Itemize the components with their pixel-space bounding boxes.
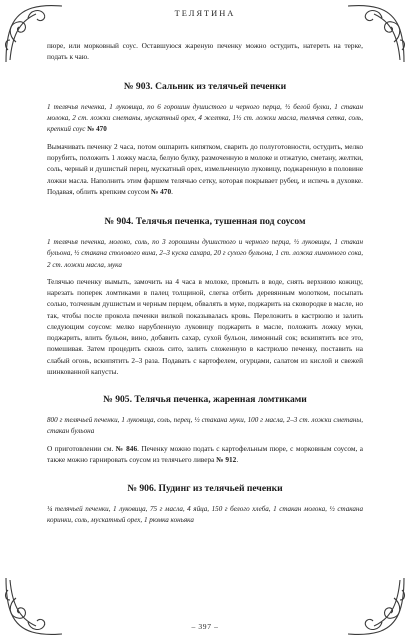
recipe-906-ingredients: ¼ телячьей печенки, 1 луковица, 75 г масла, 4 яйца, 150 г белого хлеба, 1 стакан молока, ½ стакана коринки, соль, мускатный орех, 1 рюмка коньяка: [47, 505, 363, 525]
recipe-905-ref-b: № 912: [216, 454, 237, 464]
recipe-904-ingredients: 1 телячья печенка, молоко, соль, по 3 горошины душистого и черного перца, ½ луковицы, 1 стакан бульона, ½ стакана столового вина, 2–3 куска сахара, 20 г сухого бульона, 1 ст. ложка лимонного сока, 2 ст. ложки масла, мука: [47, 238, 363, 269]
running-head: ТЕЛЯТИНА: [174, 9, 236, 18]
recipe-905-ingredients: 800 г телячьей печенки, 1 луковица, соль, перец, ½ стакана муки, 100 г масла, 2–3 ст. ложки сметаны, стакан бульона: [47, 416, 363, 436]
recipe-905-method: [47, 443, 363, 466]
recipe-903-method-ref: № 470: [151, 187, 172, 197]
intro-paragraph: пюре, или морковный соус. Оставшуюся жареную печенку можно остудить, натереть на терке, подать к чаю.: [47, 41, 363, 62]
recipe-903-method-text: Вымачивать печенку 2 часа, потом ошпарить кипятком, сварить до полуготовности, остудить, мелко порубить, положить 1 ложку масла, белую булку, размоченную в молоке и отжатую, сметану, желтки, соль, черный и душистый перец, мускатный орех, измельченную луковицу, поджаренную в половине ложки масла. Наполнить этим фаршем телячью сетку, которая покрывает рубец, и испечь в духовке. Подавая, облить крепким соусом: [47, 141, 363, 197]
page-number: – 397 –: [191, 622, 219, 631]
page-body: [47, 40, 363, 526]
recipe-903-method-end: .: [171, 187, 173, 197]
recipe-903-title: № 903. Сальник из телячьей печенки: [123, 80, 287, 92]
recipe-904-title: № 904. Телячья печенка, тушенная под соусом: [104, 216, 306, 228]
recipe-905-method-a: О приготовлении см.: [47, 443, 114, 453]
recipe-903-method: [47, 141, 363, 197]
recipe-905-ref-a: № 846: [115, 443, 138, 453]
recipe-905-method-end: .: [236, 454, 239, 464]
recipe-903-ingredients-text: 1 телячья печенка, 1 луковица, по 6 горошин душистого и черного перца, ½ белой булки, 1 стакан молока, 2 ст. ложки сметаны, мускатный орех, 4 желтка, 1½ ст. ложки масла, телячья сетка, соль, крепкий соус: [47, 102, 363, 133]
recipe-904-method: Телячью печенку вымыть, замочить на 4 часа в молоке, промыть в воде, снять верхнюю кожицу, нарезать поперек ломтиками в палец толщиной, слегка отбить деревянным молотком, посыпать солью, толченым душистым и черным перцем, обвалять в муке, поджарить на сковородке в масле, но так, чтобы после прокола печенки вилкой показывалась кровь. Переложить в кастрюлю и залить следующим соусом: мелко нарубленную луковицу поджарить в масле, положить ложку муки, поджарить, влить бульон, вино, добавить сахар, сухой бульон, лимонный сок; вскипятить все это, помешивая. Затем процедить сквозь сито, залить сложенную в кастрюлю печенку, поставить на слабый огонь, вскипятить 2–3 раза. Подавать с картофелем, огурцами, салатом из кислой и свежей шинкованной капусты.: [47, 276, 363, 377]
recipe-905-method-b: . Печенку можно подать с картофельным пюре, с морковным соусом, а также можно гарнировать соусом из телячьего ливера: [47, 443, 363, 464]
recipe-903-ingredients: [47, 102, 363, 135]
recipe-905-title: № 905. Телячья печенка, жаренная ломтиками: [103, 394, 307, 406]
recipe-906-title: № 906. Пудинг из телячьей печенки: [127, 483, 283, 495]
recipe-903-ingredients-ref: № 470: [87, 124, 107, 133]
